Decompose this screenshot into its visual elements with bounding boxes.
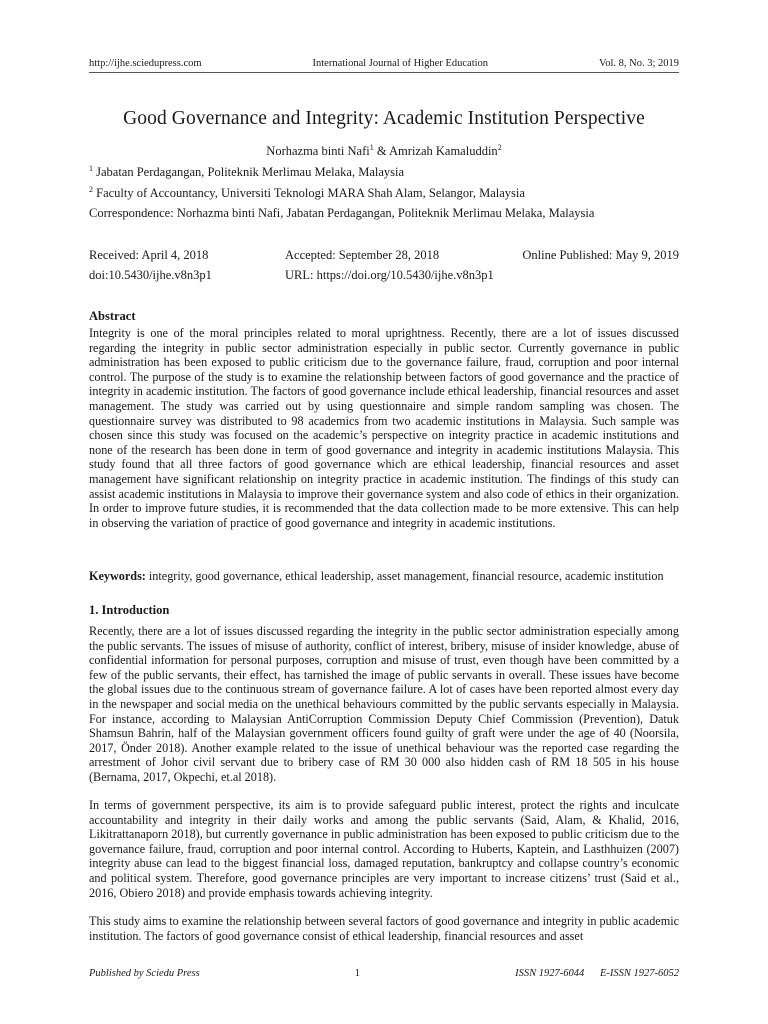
issn: ISSN 1927-6044 E-ISSN 1927-6052	[515, 968, 679, 979]
page-number: 1	[354, 968, 361, 979]
affiliation-2-sup: 2	[89, 185, 93, 194]
page-footer	[89, 968, 679, 979]
accepted-date: Accepted: September 28, 2018	[285, 248, 440, 262]
received-date: Received: April 4, 2018	[89, 248, 209, 262]
abstract-heading: Abstract	[89, 309, 136, 323]
author-2: Amrizah Kamaluddin	[389, 144, 498, 159]
author-line	[0, 143, 768, 159]
published-date: Online Published: May 9, 2019	[522, 248, 679, 262]
affiliation-2-text: Faculty of Accountancy, Universiti Teknologi MARA Shah Alam, Selangor, Malaysia	[93, 186, 525, 201]
author-separator: &	[373, 144, 390, 159]
dates-row	[89, 248, 679, 263]
paper-title: Good Governance and Integrity: Academic Institution Perspective	[123, 108, 645, 129]
ids-row	[89, 268, 679, 283]
intro-paragraph-1: Recently, there are a lot of issues discussed regarding the integrity in the public sector administration especially among the public servants. The issues of misuse of authority, conflict of interest, bribery, misuse of insider knowledge, abuse of confidential information for personal purposes, corruption and misuse of trust, even though have been committed by a few of the public servants, their effect, has tarnished the image of public servants in overall. These issues have become the global issues due to the continuous stream of governance failure. A lot of cases have been reported almost every day in the newspaper and social media on the unethical behaviours committed by the public servants especially in Malaysia. For instance, according to Malaysian AntiCorruption Commission Deputy Chief Commission (Prevention), Datuk Shamsun Bahrin, half of the Malaysian government officers found guilty of graft were under the age of 40 (Noorsila, 2017, Önder 2018). Another example related to the issue of unethical behaviour was the reported case regarding the arrestment of Johor civil servant due to bribery case of RM 30 000 also hidden cash of RM 18 505 in his house (Bernama, 2017, Okpechi, et.al 2018).	[89, 624, 679, 784]
author-1-sup: 1	[369, 143, 374, 152]
running-header	[89, 58, 679, 73]
correspondence: Correspondence: Norhazma binti Nafi, Jabatan Perdagangan, Politeknik Merlimau Melaka, Malaysia	[89, 206, 595, 220]
affiliation-2	[89, 185, 525, 201]
abstract-text: Integrity is one of the moral principles related to moral uprightness. Recently, there are a lot of issues discussed regarding the integrity in public sector administration especially in public sector. Currently governance in public administration has been exposed to public criticism due to the governance failure, fraud, corruption and poor internal control. The purpose of the study is to examine the relationship between factors of good governance and the practice of integrity in academic institution. The factors of good governance include ethical leadership, financial resources and asset management. The study was carried out by using questionnaire and simple random sampling was chosen. The questionnaire survey was distributed to 98 academics from two academic institutions in Malaysia. Such sample was chosen since this study was focused on the academic’s perspective on integrity practice in academic institutions and none of the research has been done in term of good governance and integrity in academic institutions Malaysia. This study found that all three factors of good governance which are ethical leadership, financial resources and asset management have significant relationship on integrity practice in academic institution. The findings of this study can assist academic institutions in Malaysia to improve their governance system and also code of ethics in their organization. In order to improve future studies, it is recommended that the data collection made to be more extensive. This can help in observing the variation of practice of good governance and integrity in academic institutions.	[89, 326, 679, 530]
keywords	[89, 569, 679, 584]
journal-url[interactable]: http://ijhe.sciedupress.com	[89, 58, 202, 69]
publisher: Published by Sciedu Press	[89, 968, 200, 979]
intro-heading: 1. Introduction	[89, 603, 170, 617]
keywords-text: integrity, good governance, ethical leadership, asset management, financial resource, academic institution	[145, 569, 664, 583]
doi-url[interactable]: URL: https://doi.org/10.5430/ijhe.v8n3p1	[285, 268, 494, 282]
affiliation-1-sup: 1	[89, 164, 93, 173]
affiliation-1	[89, 164, 404, 180]
intro-paragraph-3: This study aims to examine the relationship between several factors of good governance and integrity in public academic institution. The factors of good governance consist of ethical leadership, financial resources and asset	[89, 914, 679, 943]
author-2-sup: 2	[497, 143, 502, 152]
journal-name: International Journal of Higher Education	[312, 58, 489, 69]
affiliation-1-text: Jabatan Perdagangan, Politeknik Merlimau Melaka, Malaysia	[93, 165, 405, 180]
intro-paragraph-2: In terms of government perspective, its aim is to provide safeguard public interest, protect the rights and inculcate accountability and integrity in their daily works and among the public servants (Said, Alam, & Khalid, 2016, Likitrattanaporn 2018), but currently governance in public administration has been exposed to public criticism due to the governance failure, fraud, corruption and poor internal control. According to Huberts, Kaptein, and Lasthhuizen (2007) integrity abuse can lead to the biggest financial loss, damaged reputation, bankruptcy and collapse country’s economic and political system. Therefore, good governance principles are very important to increase citizens’ trust (Said et al., 2016, Obiero 2018) and provide emphasis towards achieving integrity.	[89, 798, 679, 900]
keywords-label: Keywords:	[89, 569, 146, 583]
author-1: Norhazma binti Nafi	[266, 144, 370, 159]
volume-info: Vol. 8, No. 3; 2019	[598, 58, 679, 69]
doi: doi:10.5430/ijhe.v8n3p1	[89, 268, 212, 282]
